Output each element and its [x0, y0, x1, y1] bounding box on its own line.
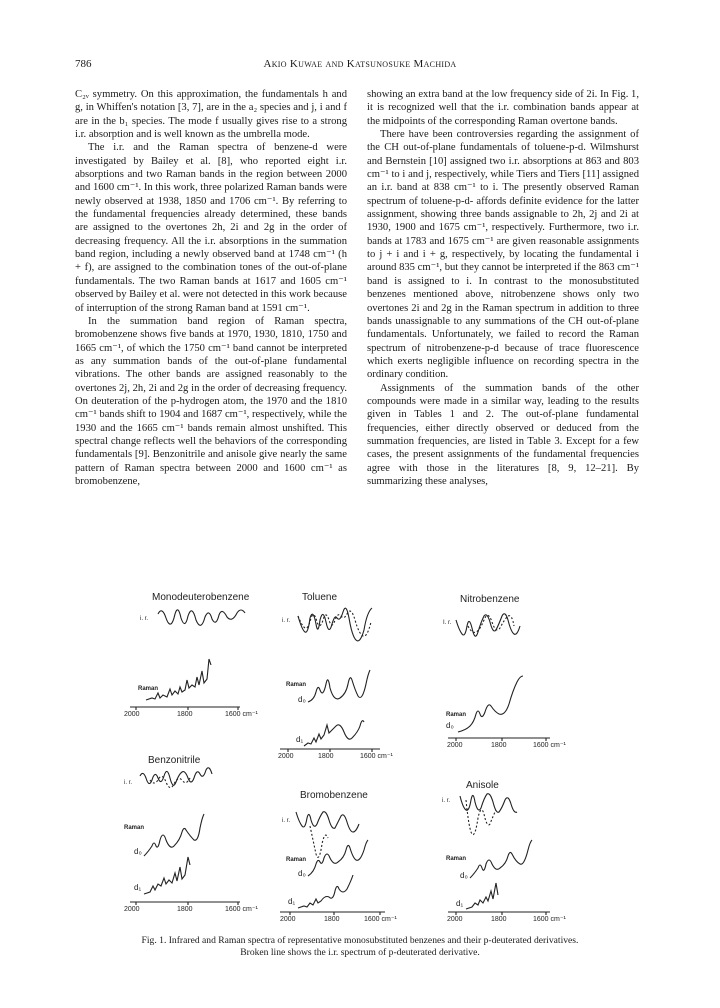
right-paragraph-3: Assignments of the summation bands of the other compounds were made in a similar way, leading to the results given in Tables 1 and 2. The out-of-plane fundamental frequencies, either directly observed or deduced from the summation frequencies, are listed in Table 3. Except for a few cases, the present assignments of the fundamental frequencies agree with those in the literatures [8, 9, 12–21]. By summarizing these analyses, [367, 382, 639, 487]
tick-1600: 1600 cm⁻¹ [533, 742, 566, 749]
running-title: Akio Kuwae and Katsunosuke Machida [263, 58, 457, 70]
ir-label: i. r. [124, 780, 133, 786]
tick-1600: 1600 cm⁻¹ [225, 711, 258, 718]
tick-1800: 1800 [491, 916, 507, 923]
tick-1800: 1800 [177, 906, 193, 913]
panel-benzonitrile [124, 755, 259, 913]
panel-toluene [278, 592, 394, 760]
page-header [75, 58, 645, 74]
left-paragraph-3: In the summation band region of Raman spectra, bromobenzene shows five bands at 1970, 1930, 1810, 1750 and 1665 cm⁻¹, of which the 1750 cm⁻¹ band cannot be interpreted as any summation bands of the out-of-plane fundamental vibrations. The other bands are assigned reasonably to the overtones 2j, 2h, 2i and 2g in the order of decreasing frequency. On deuteration of the p-hydrogen atom, the 1970 and the 1810 cm⁻¹ bands shift to 1904 and 1687 cm⁻¹, respectively, while the 1930 and the 1665 cm⁻¹ bands remain almost unshifted. This spectral change reflects well the behaviors of the corresponding fundamentals [9]. Benzonitrile and anisole give nearly the same pattern of Raman spectra between 2000 and 1600 cm⁻¹ as bromobenzene, [75, 315, 347, 487]
panel-title: Bromobenzene [300, 790, 368, 801]
panel-title: Benzonitrile [148, 755, 201, 766]
tick-2000: 2000 [447, 916, 463, 923]
tick-1800: 1800 [318, 753, 334, 760]
tick-2000: 2000 [278, 753, 294, 760]
right-paragraph-1: showing an extra band at the low frequency side of 2i. In Fig. 1, it is recognized well that the i.r. combination bands appear at the midpoints of the corresponding Raman overtone bands. [367, 89, 639, 127]
panel-title: Nitrobenzene [460, 594, 520, 605]
tick-2000: 2000 [280, 916, 296, 923]
d1-label: d₁ [288, 897, 296, 906]
spectra-figure [110, 590, 615, 930]
raman-label: Raman [124, 825, 145, 831]
panel-title: Anisole [466, 780, 499, 791]
ir-label: I. r. [443, 620, 452, 626]
raman-label: Raman [286, 682, 307, 688]
ir-label: i. r. [442, 798, 451, 804]
tick-1600: 1600 cm⁻¹ [364, 916, 397, 923]
d0-label: d₀ [134, 847, 142, 856]
d0-label: d₀ [460, 871, 468, 880]
raman-label: Raman [446, 712, 467, 718]
panel-anisole [442, 780, 567, 923]
right-paragraph-2: There have been controversies regarding the assignment of the CH out-of-plane fundamentals of toluene-p-d. Wilmshurst and Bernstein [10] assigned two i.r. absorptions at 863 and 803 cm⁻¹ to i and j, respectively, while Tiers and Tiers [11] assigned an i.r. band at 838 cm⁻¹ to i. The presently observed Raman spectrum of toluene-p-d- affords definite evidence for the latter assignment, showing three bands assignable to 2h, 2j and 2i at 1930, 1900 and 1675 cm⁻¹, respectively. Furthermore, two i.r. bands at 1783 and 1675 cm⁻¹ are given reasonable assignments to j + i and i + g, respectively, by locating the fundamental i around 835 cm⁻¹, but they cannot be interpreted if the 863 cm⁻¹ band is assigned to i. In contrast to the monosubstituted benzenes mentioned above, nitrobenzene shows only two overtones 2i and 2g in the Raman spectrum in addition to three bands unassignable to any summations of the CH out-of-plane fundamentals. Unfortunately, we failed to record the Raman spectrum of nitrobenzene-p-d because of trace fluorescence which exerts negligible influence on recording spectra in the ordinary condition. [367, 129, 639, 381]
tick-1800: 1800 [491, 742, 507, 749]
panel-bromobenzene [280, 790, 398, 923]
raman-label: Raman [138, 686, 159, 692]
d1-label: d₁ [134, 883, 142, 892]
raman-label: Raman [286, 857, 307, 863]
d0-label: d₀ [298, 869, 306, 878]
d1-label: d₁ [456, 899, 464, 908]
ir-label: i. r. [282, 818, 291, 824]
tick-1600: 1600 cm⁻¹ [533, 916, 566, 923]
d0-label: d₀ [298, 695, 306, 704]
left-paragraph-2: The i.r. and the Raman spectra of benzene-d were investigated by Bailey et al. [8], who reported eight i.r. absorptions and two Raman bands in the region between 2000 and 1600 cm⁻¹. In this work, three polarized Raman bands were newly observed at 1938, 1850 and 1706 cm⁻¹. By referring to the fundamental frequencies already determined, these bands are assigned to the overtones 2h, 2i and 2g in the order of decreasing frequency. All the i.r. absorptions in the summation band region, including a newly observed band at 1748 cm⁻¹ (h + f), are assigned to the combination tones of the out-of-plane fundamentals. The two Raman bands at 1617 and 1605 cm⁻¹ observed by Bailey et al. were not detected in this work because of interruption of the strong Raman band at 1591 cm⁻¹. [75, 142, 347, 314]
left-paragraph-1: C₂ᵥ symmetry. On this approximation, the fundamentals h and g, in Whiffen's notation [3, 7], are in the a₂ species and j, i and f are in the b₁ species. The mode f usually gives rise to a strong i.r. absorption and is well known as the umbrella mode. [75, 89, 347, 141]
tick-2000: 2000 [124, 711, 140, 718]
d0-label: d₀ [446, 721, 454, 730]
panel-monodeuterobenzene [124, 592, 259, 718]
ir-label: i. r. [282, 618, 291, 624]
figure-1 [110, 590, 615, 930]
panel-nitrobenzene [443, 594, 567, 749]
tick-1600: 1600 cm⁻¹ [225, 906, 258, 913]
page-number: 786 [75, 58, 92, 70]
panel-title: Toluene [302, 592, 338, 603]
tick-2000: 2000 [124, 906, 140, 913]
tick-1800: 1800 [324, 916, 340, 923]
right-column [367, 88, 639, 488]
tick-1600: 1600 cm⁻¹ [360, 753, 393, 760]
raman-label: Raman [446, 856, 467, 862]
d1-label: d₁ [296, 735, 304, 744]
ir-label: i. r. [140, 616, 149, 622]
left-column [75, 88, 347, 488]
figure-caption: Fig. 1. Infrared and Raman spectra of representative monosubstituted benzenes and their p-deuterated derivatives. Broken line shows the i.r. spectrum of p-deuterated derivative. [141, 935, 579, 958]
tick-1800: 1800 [177, 711, 193, 718]
tick-2000: 2000 [447, 742, 463, 749]
panel-title: Monodeuterobenzene [152, 592, 250, 603]
